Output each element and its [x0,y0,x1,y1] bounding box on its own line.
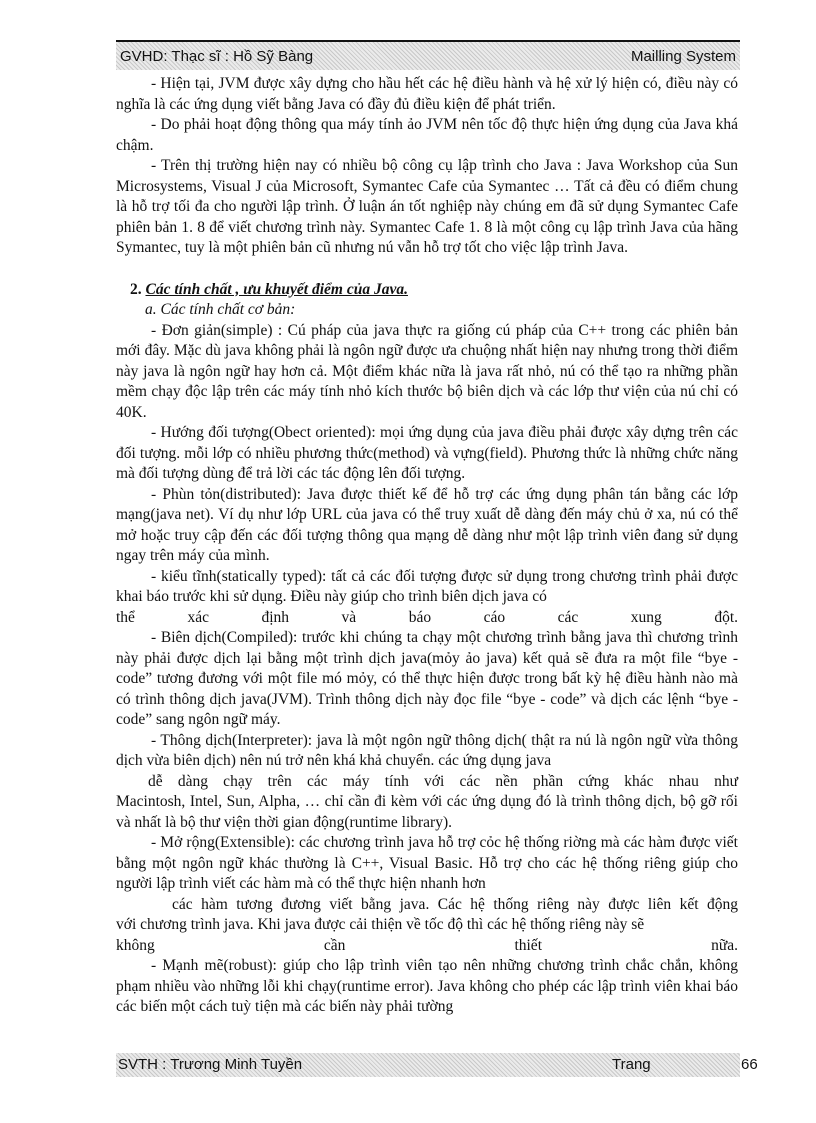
paragraph-interpreter-cont: dễ dàng chạy trên các máy tính với các nền phần cứng khác nhau như [148,772,738,790]
header-project-title: Mailling System [630,47,736,65]
section-title: Các tính chất , ưu khuyết điểm của Java. [145,280,408,298]
paragraph-extensible-cont: các hàm tương đương viết bằng java. Các hệ thống riêng này được liên kết động [172,895,738,913]
page-number: 66 [741,1056,758,1073]
paragraph-extensible-cont2: với chương trình java. Khi java được cải thiện về tốc độ thì các hệ thống riêng này sẽ [116,916,645,933]
footer-page-label: Trang [612,1056,651,1073]
subsection-heading: a. Các tính chất cơ bản: [145,301,296,318]
paragraph-object-oriented: - Hướng đối tượng(Obect oriented): mọi ứng dụng của java điều phải được xây dựng trên các đối tượng. mỗi lớp có nhiều phương thức(method) và vựng(field). Phương thức là những chức năng mà đối tượng dùng để trả lời các tác động lên đối tượng. [116,424,738,482]
paragraph-statically-typed-end: thể xác định và báo cáo các xung đột. [116,608,738,626]
section-number: 2. [130,280,142,298]
statically-typed-text: - kiểu tĩnh(statically typed): tất cả các đối tượng được sử dụng trong chương trình phải được khai báo trước khi sử dụng. Điều này giúp cho trình biên dịch java có [116,567,738,605]
footer-author: SVTH : Trương Minh Tuyền [118,1056,303,1073]
paragraph-jvm-speed: - Do phải hoạt động thông qua máy tính ảo JVM nên tốc độ thực hiện ứng dụng của Java khá chậm. [116,116,738,154]
header-advisor: GVHD: Thạc sĩ : Hồ Sỹ Bàng [120,47,314,65]
paragraph-jvm-platforms: - Hiện tại, JVM được xây dựng cho hầu hết các hệ điều hành và hệ xử lý hiện có, điều này có nghĩa là các ứng dụng viết bằng Java có đầy đủ điều kiện để phát triển. [116,75,738,113]
paragraph-extensible: - Mở rộng(Extensible): các chương trình java hỗ trợ cỏc hệ thống riờng mà các hàm được viết bằng một ngôn ngữ khác thường là C++, Visual Basic. Hỗ trợ cho các hệ thống riêng giúp cho người lập trình viết các hàm mà có thể thực hiện nhanh hơn [116,834,738,892]
paragraph-statically-typed [116,567,738,608]
paragraph-distributed: - Phùn tỏn(distributed): Java được thiết kế để hỗ trợ các ứng dụng phân tán bằng các lớp mạng(java net). Ví dụ như lớp URL của java có thể truy xuất dễ dàng đến máy chủ ở xa, nú có thể mở hoặc truy cập đến các đối tượng thông qua mạng dễ dàng như một lập trình viên đang sử dụng ngay trên máy của mình. [116,485,738,564]
paragraph-robust: - Mạnh mẽ(robust): giúp cho lập trình viên tạo nên những chương trình chắc chắn, không phạm nhiều vào những lỗi khi chạy(runtime error). Java không cho phép các lập trình viên khai báo các biến một cách tuỳ tiện mà các biến này phải tường [116,957,738,1015]
page-header [116,40,740,70]
paragraph-simple: - Đơn giản(simple) : Cú pháp của java thực ra giống cú pháp của C++ trong các phiên bản mới đây. Mặc dù java không phải là ngôn ngữ được ưa chuộng nhất hiện nay nhưng trong thời điểm này java là ngôn ngữ hay hơn cả. Một điểm khác nữa là java rất nhỏ, nú có thể tạo ra những phần mềm chạy độc lập trên các máy tính nhỏ kích thước bộ biên dịch và các lớp thư viện của nú chỉ có 40K. [116,321,738,421]
paragraph-interpreter-end: Macintosh, Intel, Sun, Alpha, … chỉ cần đi kèm với các ứng dụng đó là trình thông dịch, bộ gỡ rối và nhất là bộ thư viện thời gian động(runtime library). [116,793,738,831]
section-heading [116,280,738,301]
paragraph-java-tools: - Trên thị trường hiện nay có nhiều bộ công cụ lập trình cho Java : Java Workshop của Sun Microsystems, Visual J của Microsoft, Symantec Cafe của Symantec … Tất cả đều có điểm chung là hỗ trợ tối đa cho người lập trình. Ở luận án tốt nghiệp này chúng em đã sử dụng Symantec Cafe phiên bản 1. 8 để viết chương trình này. Symantec Cafe 1. 8 là một công cụ lập trình Java của hãng Symantec, tuy là một phiên bản cũ nhưng nú vẫn hỗ trợ tốt cho việc lập trình Java. [116,157,738,256]
paragraph-interpreter: - Thông dịch(Interpreter): java là một ngôn ngữ thông dịch( thật ra nú là ngôn ngữ vừa thông dịch vừa biên dịch) nên nú trở nên khá khả chuyển. các ứng dụng java [116,731,738,769]
paragraph-compiled: - Biên dịch(Compiled): trước khi chúng ta chạy một chương trình bằng java thì chương trình này phải được dịch lại bằng một trình dịch java(mỏy ảo java) kết quả sẽ đưa ra một file “bye - code” tương đương với một file mó mỏy, có thể thực hiện được trong bất kỳ hệ điều hành nào mà có trình thông dịch java(JVM). Trình thông dịch này đọc file “bye - code” và dịch các lệnh “bye - code” sang ngôn ngữ máy. [116,629,738,728]
page-footer [116,1053,740,1077]
paragraph-extensible-end: không cần thiết nữa. [116,936,738,954]
page-content [116,74,738,1018]
